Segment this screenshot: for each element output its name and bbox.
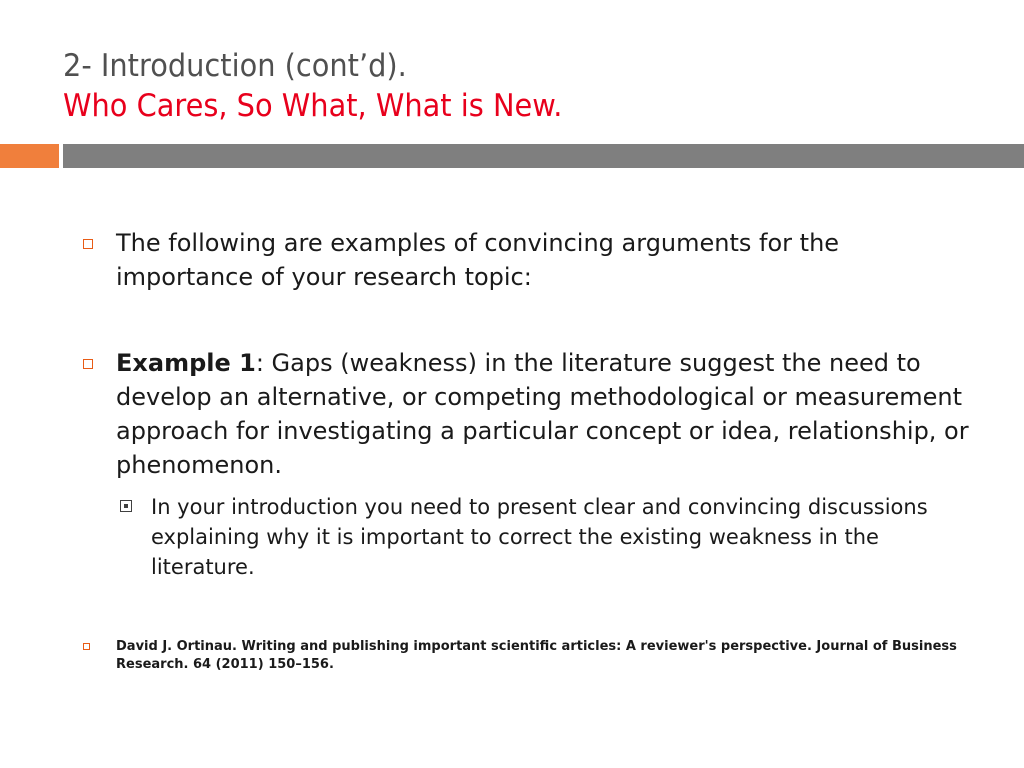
- title-block: [63, 46, 600, 126]
- slide-title: 2- Introduction (cont’d).: [63, 48, 407, 84]
- reference: [80, 638, 980, 674]
- bullet-example-1: [80, 346, 980, 482]
- slide-subtitle: Who Cares, So What, What is New.: [63, 88, 563, 124]
- title-rule-bar: [63, 144, 1024, 168]
- filled-square-bullet-icon: [120, 500, 132, 512]
- title-rule-accent: [0, 144, 59, 168]
- sub-bullet-text: In your introduction you need to present clear and convincing discussions explaining why it is important to correct the existing weakness in the literature.: [151, 495, 928, 579]
- bullet-intro-text: The following are examples of convincing arguments for the importance of your research topic:: [116, 229, 840, 291]
- hollow-square-bullet-icon: [83, 359, 93, 369]
- hollow-square-bullet-icon: [83, 643, 90, 650]
- reference-text: David J. Ortinau. Writing and publishing important scientific articles: A reviewer's perspective. Journal of Business Research. 64 (2011) 150–156.: [116, 639, 957, 672]
- hollow-square-bullet-icon: [83, 239, 93, 249]
- sub-bullet: [116, 492, 980, 582]
- example-text: : Gaps (weakness) in the literature suggest the need to develop an alternative, or competing methodological or measurement approach for investigating a particular concept or idea, relationship, or phenomenon.: [116, 349, 969, 479]
- example-label: Example 1: [116, 349, 256, 377]
- bullet-intro: [80, 226, 980, 294]
- slide-content: [80, 226, 980, 674]
